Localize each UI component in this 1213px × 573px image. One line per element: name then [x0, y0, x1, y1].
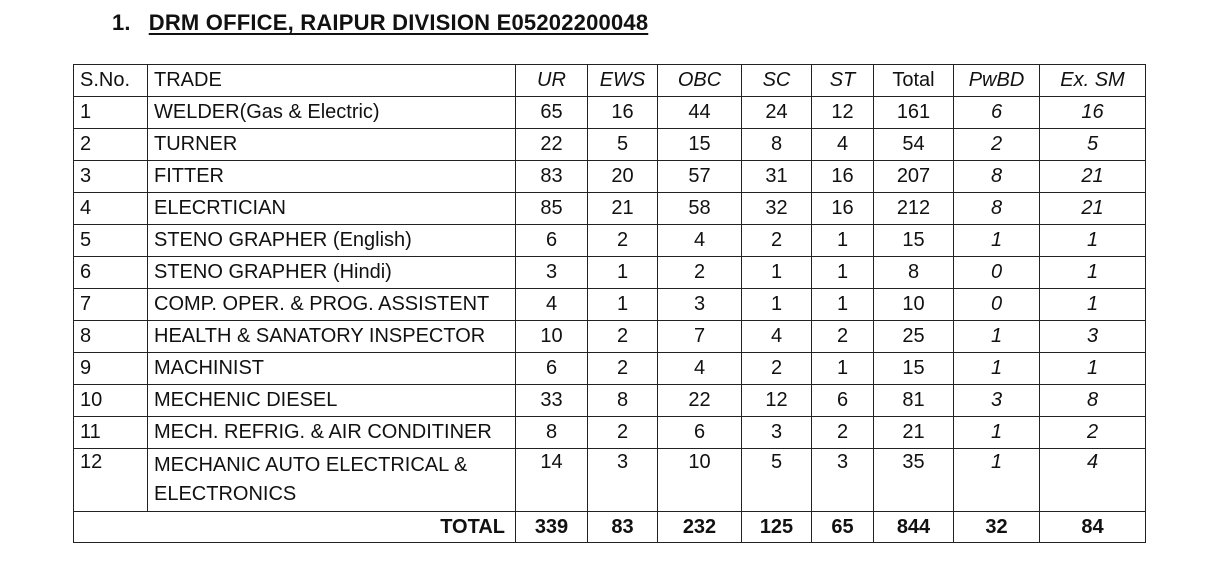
- table-row: [74, 161, 1146, 193]
- cell-sc: 3: [742, 417, 812, 449]
- cell-ur: 3: [516, 257, 588, 289]
- total-ews: 83: [588, 512, 658, 543]
- cell-obc: 22: [658, 385, 742, 417]
- cell-exsm: 21: [1040, 161, 1146, 193]
- cell-exsm: 1: [1040, 257, 1146, 289]
- cell-trade: HEALTH & SANATORY INSPECTOR: [148, 321, 516, 353]
- cell-obc: 6: [658, 417, 742, 449]
- cell-total: 212: [874, 193, 954, 225]
- table-row: [74, 321, 1146, 353]
- cell-exsm: 4: [1040, 449, 1146, 512]
- total-row: [74, 512, 1146, 543]
- cell-sno: 1: [74, 97, 148, 129]
- header-sno: S.No.: [74, 65, 148, 97]
- cell-total: 81: [874, 385, 954, 417]
- cell-exsm: 1: [1040, 353, 1146, 385]
- cell-exsm: 1: [1040, 289, 1146, 321]
- cell-total: 25: [874, 321, 954, 353]
- cell-sno: 8: [74, 321, 148, 353]
- cell-trade: STENO GRAPHER (English): [148, 225, 516, 257]
- total-pwbd: 32: [954, 512, 1040, 543]
- cell-st: 1: [812, 225, 874, 257]
- cell-ur: 83: [516, 161, 588, 193]
- cell-ur: 33: [516, 385, 588, 417]
- cell-trade: ELECRTICIAN: [148, 193, 516, 225]
- vacancy-table: [73, 64, 1146, 543]
- cell-total: 207: [874, 161, 954, 193]
- header-sc: SC: [742, 65, 812, 97]
- total-label: TOTAL: [74, 512, 516, 543]
- cell-obc: 58: [658, 193, 742, 225]
- cell-st: 1: [812, 289, 874, 321]
- cell-obc: 2: [658, 257, 742, 289]
- cell-pwbd: 0: [954, 257, 1040, 289]
- cell-st: 1: [812, 353, 874, 385]
- cell-st: 2: [812, 417, 874, 449]
- header-ews: EWS: [588, 65, 658, 97]
- table-body: [74, 97, 1146, 512]
- cell-ews: 2: [588, 321, 658, 353]
- table-row: [74, 417, 1146, 449]
- table-header-row: [74, 65, 1146, 97]
- cell-ews: 1: [588, 257, 658, 289]
- cell-ur: 6: [516, 353, 588, 385]
- cell-ews: 2: [588, 353, 658, 385]
- cell-sc: 2: [742, 225, 812, 257]
- cell-exsm: 2: [1040, 417, 1146, 449]
- cell-sno: 9: [74, 353, 148, 385]
- cell-pwbd: 1: [954, 225, 1040, 257]
- table-row: [74, 289, 1146, 321]
- cell-sno: 7: [74, 289, 148, 321]
- cell-pwbd: 1: [954, 449, 1040, 512]
- table-row: [74, 353, 1146, 385]
- cell-pwbd: 3: [954, 385, 1040, 417]
- section-heading: [112, 10, 648, 36]
- header-st: ST: [812, 65, 874, 97]
- cell-trade: MECH. REFRIG. & AIR CONDITINER: [148, 417, 516, 449]
- table-row: [74, 449, 1146, 512]
- cell-total: 54: [874, 129, 954, 161]
- cell-sno: 2: [74, 129, 148, 161]
- cell-st: 12: [812, 97, 874, 129]
- cell-sno: 12: [74, 449, 148, 512]
- cell-sno: 5: [74, 225, 148, 257]
- cell-ews: 8: [588, 385, 658, 417]
- section-title: DRM OFFICE, RAIPUR DIVISION E05202200048: [148, 10, 649, 35]
- header-trade: TRADE: [148, 65, 516, 97]
- cell-trade: WELDER(Gas & Electric): [148, 97, 516, 129]
- cell-total: 15: [874, 353, 954, 385]
- cell-sc: 32: [742, 193, 812, 225]
- cell-obc: 7: [658, 321, 742, 353]
- cell-trade: MACHINIST: [148, 353, 516, 385]
- cell-ur: 8: [516, 417, 588, 449]
- cell-ews: 2: [588, 417, 658, 449]
- cell-ews: 2: [588, 225, 658, 257]
- cell-sc: 2: [742, 353, 812, 385]
- cell-sc: 12: [742, 385, 812, 417]
- cell-ur: 22: [516, 129, 588, 161]
- cell-ur: 10: [516, 321, 588, 353]
- cell-ur: 6: [516, 225, 588, 257]
- total-st: 65: [812, 512, 874, 543]
- cell-sc: 1: [742, 289, 812, 321]
- cell-sno: 11: [74, 417, 148, 449]
- cell-ews: 5: [588, 129, 658, 161]
- table-row: [74, 97, 1146, 129]
- cell-exsm: 3: [1040, 321, 1146, 353]
- cell-obc: 10: [658, 449, 742, 512]
- cell-ews: 1: [588, 289, 658, 321]
- cell-pwbd: 8: [954, 193, 1040, 225]
- header-obc: OBC: [658, 65, 742, 97]
- cell-st: 16: [812, 161, 874, 193]
- table-row: [74, 225, 1146, 257]
- cell-ews: 21: [588, 193, 658, 225]
- cell-sc: 1: [742, 257, 812, 289]
- cell-st: 4: [812, 129, 874, 161]
- total-exsm: 84: [1040, 512, 1146, 543]
- cell-ur: 4: [516, 289, 588, 321]
- total-sc: 125: [742, 512, 812, 543]
- cell-total: 15: [874, 225, 954, 257]
- cell-obc: 4: [658, 353, 742, 385]
- table-row: [74, 385, 1146, 417]
- total-total: 844: [874, 512, 954, 543]
- cell-sc: 5: [742, 449, 812, 512]
- cell-trade: MECHANIC AUTO ELECTRICAL & ELECTRONICS: [148, 449, 516, 512]
- header-total: Total: [874, 65, 954, 97]
- header-exsm: Ex. SM: [1040, 65, 1146, 97]
- cell-obc: 3: [658, 289, 742, 321]
- total-obc: 232: [658, 512, 742, 543]
- cell-sno: 4: [74, 193, 148, 225]
- cell-exsm: 5: [1040, 129, 1146, 161]
- cell-total: 8: [874, 257, 954, 289]
- cell-ews: 16: [588, 97, 658, 129]
- cell-trade: STENO GRAPHER (Hindi): [148, 257, 516, 289]
- cell-sc: 4: [742, 321, 812, 353]
- cell-sno: 3: [74, 161, 148, 193]
- table-row: [74, 129, 1146, 161]
- cell-exsm: 21: [1040, 193, 1146, 225]
- cell-st: 1: [812, 257, 874, 289]
- cell-sc: 24: [742, 97, 812, 129]
- cell-obc: 57: [658, 161, 742, 193]
- cell-trade: TURNER: [148, 129, 516, 161]
- cell-ur: 14: [516, 449, 588, 512]
- table-row: [74, 257, 1146, 289]
- cell-sno: 6: [74, 257, 148, 289]
- cell-pwbd: 2: [954, 129, 1040, 161]
- cell-obc: 4: [658, 225, 742, 257]
- cell-ews: 3: [588, 449, 658, 512]
- cell-exsm: 16: [1040, 97, 1146, 129]
- table-row: [74, 193, 1146, 225]
- cell-st: 6: [812, 385, 874, 417]
- cell-ur: 65: [516, 97, 588, 129]
- header-pwbd: PwBD: [954, 65, 1040, 97]
- cell-st: 3: [812, 449, 874, 512]
- cell-total: 21: [874, 417, 954, 449]
- header-ur: UR: [516, 65, 588, 97]
- cell-ews: 20: [588, 161, 658, 193]
- total-ur: 339: [516, 512, 588, 543]
- cell-total: 10: [874, 289, 954, 321]
- cell-sc: 31: [742, 161, 812, 193]
- cell-ur: 85: [516, 193, 588, 225]
- cell-obc: 44: [658, 97, 742, 129]
- cell-pwbd: 1: [954, 417, 1040, 449]
- cell-sc: 8: [742, 129, 812, 161]
- cell-obc: 15: [658, 129, 742, 161]
- cell-pwbd: 1: [954, 321, 1040, 353]
- cell-trade: COMP. OPER. & PROG. ASSISTENT: [148, 289, 516, 321]
- cell-pwbd: 1: [954, 353, 1040, 385]
- cell-trade: MECHENIC DIESEL: [148, 385, 516, 417]
- cell-exsm: 8: [1040, 385, 1146, 417]
- cell-pwbd: 6: [954, 97, 1040, 129]
- cell-total: 161: [874, 97, 954, 129]
- cell-sno: 10: [74, 385, 148, 417]
- cell-exsm: 1: [1040, 225, 1146, 257]
- cell-pwbd: 0: [954, 289, 1040, 321]
- cell-st: 2: [812, 321, 874, 353]
- cell-st: 16: [812, 193, 874, 225]
- cell-pwbd: 8: [954, 161, 1040, 193]
- cell-trade: FITTER: [148, 161, 516, 193]
- section-number: 1.: [112, 10, 131, 35]
- cell-total: 35: [874, 449, 954, 512]
